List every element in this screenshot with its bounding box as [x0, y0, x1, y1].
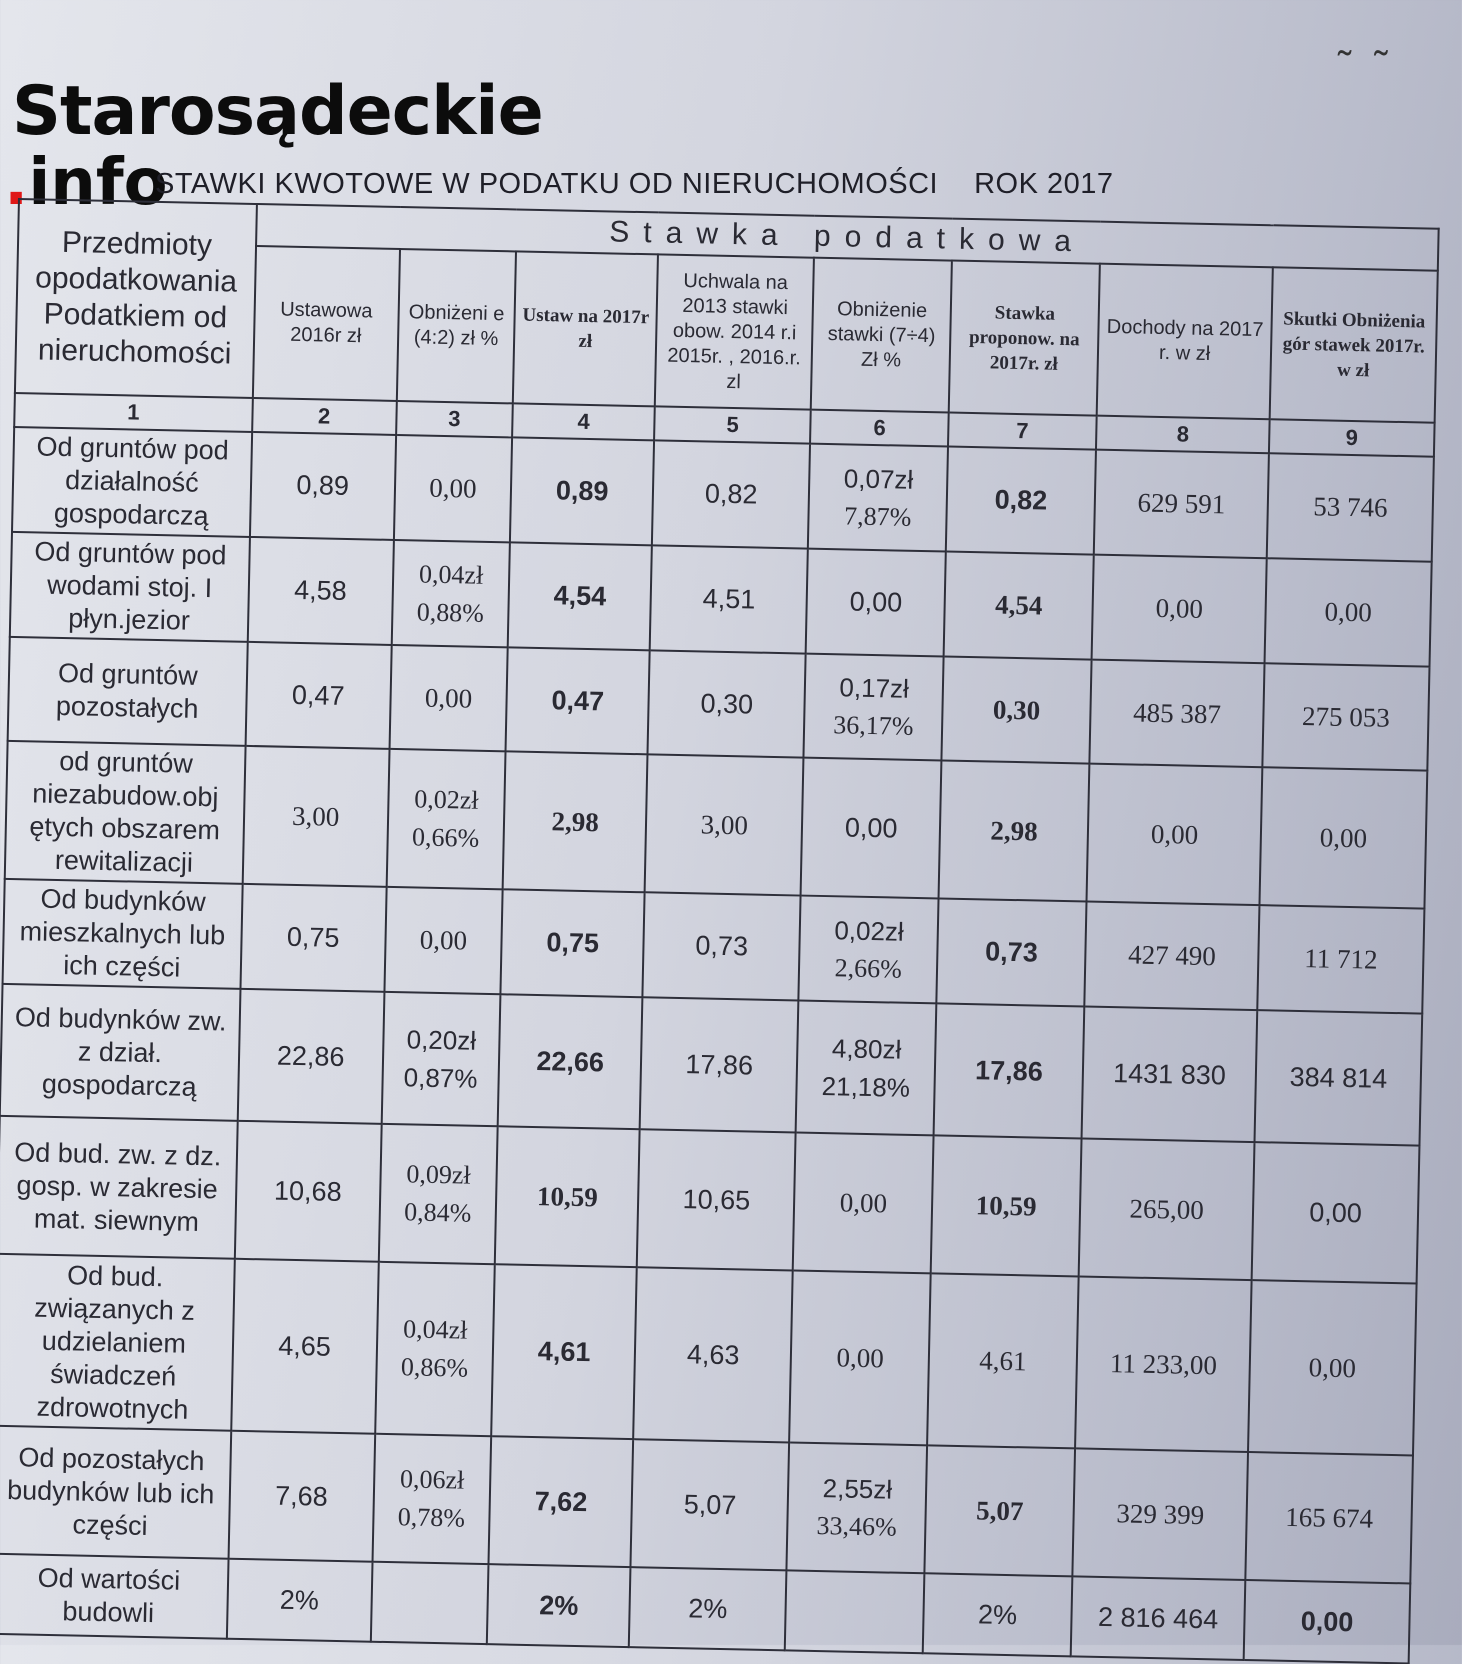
column-number: 7 [948, 413, 1097, 450]
cell-reduction-7-4: 0,00 [793, 1132, 933, 1273]
header-statutory-2016: Ustawowa 2016r zł [253, 246, 400, 401]
cell-statutory-2017: 7,62 [489, 1436, 633, 1567]
cell-statutory-2016: 4,65 [231, 1259, 378, 1434]
row-subject: Od bud. zw. z dz. gosp. w zakresie mat. siewnym [0, 1116, 237, 1259]
cell-income: 427 490 [1084, 902, 1259, 1011]
cell-statutory-2017: 4,61 [491, 1264, 636, 1439]
cell-resolution-rate: 2% [629, 1567, 787, 1650]
header-income-2017: Dochody na 2017 r. w zł [1097, 264, 1273, 420]
cell-reduction-4-2 [375, 1262, 495, 1436]
cell-reduction-7-4: 0,00 [790, 1270, 931, 1445]
cell-proposed-rate: 5,07 [924, 1445, 1075, 1576]
cell-reduction-7-4: 0,00 [801, 758, 941, 899]
cell-income: 11 233,00 [1075, 1276, 1252, 1452]
cell-statutory-2017: 2,98 [503, 751, 648, 892]
cell-reduction-amount: 0,00 [393, 435, 512, 542]
cell-resolution-rate: 5,07 [631, 1439, 790, 1570]
cell-statutory-2017: 22,66 [498, 994, 643, 1129]
header-resolution-rates: Uchwala na 2013 stawki obow. 2014 r.i 2015r. , 2016.r. zl [655, 254, 815, 409]
row-subject: Od budynków zw. z dział. gospodarczą [0, 984, 240, 1121]
column-number: 9 [1269, 419, 1435, 456]
cell-effects: 384 814 [1255, 1010, 1423, 1145]
row-subject: Od gruntów pod wodami stoj. I płyn.jezior [10, 532, 250, 642]
cell-reduction-7-4 [796, 1001, 936, 1136]
row-subject: Od gruntów pozostałych [8, 637, 248, 746]
cell-proposed-rate: 4,61 [927, 1273, 1079, 1448]
logo-domain-text: info [28, 146, 168, 220]
tax-rates-table [0, 198, 1440, 1664]
cell-statutory-2016: 22,86 [237, 989, 384, 1124]
cell-resolution-rate: 0,73 [642, 892, 801, 1000]
row-subject: Od bud. związanych z udzielaniem świadczeń zdrowotnych [0, 1254, 235, 1431]
cell-reduction-amount: 0,00 [384, 887, 503, 994]
reduction-percent: 0,88% [416, 596, 485, 628]
reduction-amount: 2,55zł [822, 1473, 893, 1505]
header-reduction-7-4: Obniżenie stawki (7÷4) Zł % [811, 258, 952, 413]
cell-statutory-2017: 2% [487, 1564, 630, 1647]
reduction-amount: 0,20zł [406, 1024, 477, 1056]
reduction-percent: 0,78% [397, 1502, 466, 1533]
cell-reduction-4-2 [386, 749, 506, 889]
cell-reduction-7-4: 0,00 [806, 549, 946, 657]
cell-effects: 0,00 [1260, 767, 1428, 908]
row-subject: Od gruntów pod działalność gospodarczą [12, 427, 252, 537]
reduction-percent: 21,18% [821, 1071, 911, 1103]
cell-reduction-4-2 [381, 992, 500, 1126]
reduction-percent: 33,46% [816, 1511, 898, 1542]
cell-proposed-rate: 4,54 [944, 552, 1094, 660]
cell-reduction-amount: 0,00 [389, 645, 508, 751]
reduction-amount: 0,04zł [418, 558, 484, 590]
cell-reduction-7-4 [785, 1570, 924, 1653]
reduction-percent: 0,66% [411, 822, 480, 853]
reduction-amount: 0,06zł [399, 1464, 465, 1495]
cell-proposed-rate: 2% [923, 1573, 1073, 1656]
cell-effects: 11 712 [1257, 905, 1424, 1013]
reduction-amount: 0,07zł [843, 462, 914, 495]
cell-proposed-rate: 0,82 [946, 447, 1096, 555]
row-subject: Od pozostałych budynków lub ich części [0, 1426, 231, 1559]
cell-reduction-4-2 [370, 1562, 488, 1644]
cell-effects: 0,00 [1265, 558, 1432, 666]
cell-reduction-4-2 [372, 1434, 491, 1564]
cell-reduction-7-4 [808, 444, 948, 552]
cell-reduction-7-4 [787, 1442, 927, 1573]
column-number: 8 [1096, 416, 1270, 454]
cell-proposed-rate: 0,30 [941, 656, 1091, 763]
cell-effects: 0,00 [1244, 1580, 1410, 1663]
cell-statutory-2016: 10,68 [235, 1121, 382, 1262]
cell-reduction-7-4 [804, 654, 944, 761]
corner-marks: ˜ ˜ [1338, 44, 1394, 88]
cell-resolution-rate: 17,86 [640, 997, 799, 1132]
cell-reduction-4-2 [378, 1124, 498, 1264]
cell-statutory-2017: 0,89 [510, 437, 654, 545]
reduction-percent: 0,84% [403, 1197, 472, 1228]
cell-effects: 53 746 [1267, 453, 1434, 561]
cell-income: 2 816 464 [1071, 1576, 1246, 1660]
cell-income: 629 591 [1094, 450, 1269, 559]
column-number: 3 [396, 401, 513, 437]
row-subject: Od budynków mieszkalnych lub ich części [3, 879, 243, 989]
document-title-text: STAWKI KWOTOWE W PODATKU OD NIERUCHOMOŚCI [155, 168, 939, 200]
logo-dot: . [4, 146, 29, 220]
column-number: 5 [654, 406, 811, 443]
cell-reduction-7-4 [799, 896, 939, 1004]
cell-income: 265,00 [1079, 1138, 1255, 1280]
reduction-amount: 0,17zł [839, 672, 910, 704]
cell-income: 485 387 [1089, 660, 1264, 768]
cell-effects: 275 053 [1262, 663, 1429, 770]
reduction-percent: 7,87% [843, 500, 912, 532]
reduction-amount: 0,02zł [834, 914, 905, 947]
reduction-percent: 2,66% [834, 952, 903, 984]
cell-resolution-rate: 10,65 [637, 1129, 796, 1270]
cell-statutory-2016: 0,47 [245, 642, 391, 749]
cell-statutory-2016: 3,00 [242, 746, 389, 887]
cell-resolution-rate: 4,63 [633, 1267, 793, 1442]
cell-resolution-rate: 4,51 [650, 545, 809, 653]
header-reduction-effects: Skutki Obniżenia gór stawek 2017r. w zł [1270, 267, 1438, 422]
reduction-amount: 4,80zł [831, 1033, 902, 1065]
cell-effects: 165 674 [1245, 1452, 1413, 1583]
cell-proposed-rate: 17,86 [934, 1003, 1085, 1138]
cell-income: 0,00 [1087, 764, 1263, 906]
cell-income: 329 399 [1072, 1448, 1248, 1580]
cell-statutory-2016: 0,89 [250, 432, 396, 540]
document-title [155, 168, 1114, 201]
site-logo-name: Starosądeckie [12, 72, 543, 151]
cell-resolution-rate: 0,82 [652, 440, 811, 548]
cell-statutory-2016: 0,75 [240, 884, 386, 992]
header-reduction-4-2: Obniżeni e (4:2) zł % [396, 249, 516, 403]
cell-resolution-rate: 0,30 [648, 650, 807, 757]
reduction-amount: 0,02zł [413, 784, 479, 815]
header-subject: Przedmioty opodatkowania Podatkiem od nieruchomości [15, 199, 257, 398]
column-number: 2 [252, 398, 397, 435]
cell-statutory-2017: 10,59 [495, 1126, 640, 1267]
cell-statutory-2016: 7,68 [228, 1431, 375, 1562]
cell-statutory-2017: 0,75 [501, 889, 645, 997]
cell-reduction-4-2 [391, 540, 510, 647]
cell-effects: 0,00 [1252, 1142, 1420, 1283]
row-subject: Od wartości budowli [0, 1554, 228, 1639]
cell-income: 1431 830 [1082, 1007, 1258, 1143]
row-subject: od gruntów niezabudow.obj ętych obszarem rewitalizacji [5, 741, 246, 884]
cell-statutory-2016: 2% [227, 1559, 373, 1642]
cell-resolution-rate: 3,00 [645, 754, 804, 895]
reduction-percent: 0,87% [403, 1062, 478, 1094]
table-row [0, 1254, 1417, 1456]
column-number: 4 [512, 403, 654, 440]
header-proposed-rate: Stawka proponow. na 2017r. zł [949, 261, 1100, 416]
cell-proposed-rate: 0,73 [936, 898, 1086, 1006]
document-title-year: ROK 2017 [974, 168, 1114, 200]
reduction-amount: 0,09zł [406, 1159, 471, 1190]
cell-income: 0,00 [1092, 555, 1267, 664]
cell-statutory-2017: 4,54 [508, 542, 652, 650]
cell-proposed-rate: 10,59 [931, 1135, 1082, 1276]
reduction-percent: 36,17% [833, 710, 914, 741]
reduction-percent: 0,86% [400, 1352, 469, 1383]
reduction-amount: 0,04zł [402, 1314, 468, 1345]
column-number: 1 [14, 393, 252, 432]
header-statutory-2017: Ustaw na 2017r zł [513, 251, 658, 406]
group-header-tax-rate: Stawka podatkowa [256, 204, 1439, 271]
cell-statutory-2017: 0,47 [506, 647, 650, 754]
cell-effects: 0,00 [1248, 1280, 1416, 1455]
cell-statutory-2016: 4,58 [247, 537, 393, 645]
column-number: 6 [810, 410, 948, 447]
cell-proposed-rate: 2,98 [939, 760, 1090, 901]
